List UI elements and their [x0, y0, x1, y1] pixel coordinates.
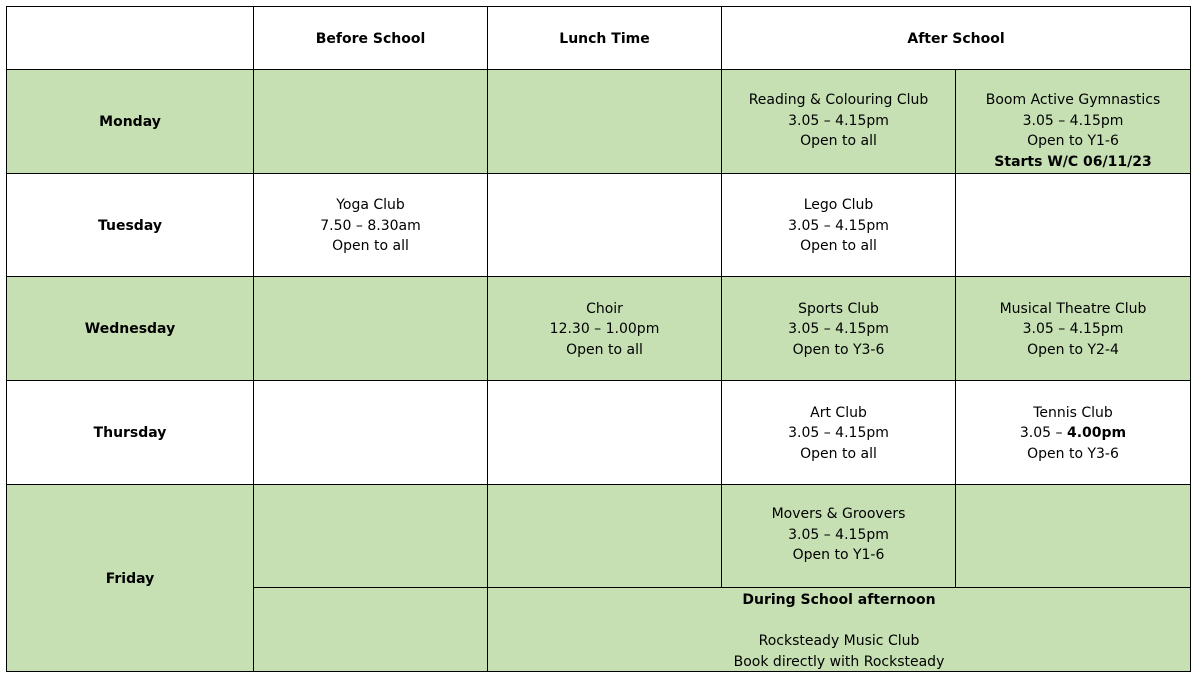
tuesday-after-school-1 — [722, 174, 955, 276]
friday-before-school — [254, 485, 487, 587]
monday-after-school-2 — [956, 70, 1190, 173]
border-col-3 — [721, 6, 722, 588]
border-left — [6, 6, 7, 672]
club-time: 3.05 – 4.15pm — [788, 321, 889, 338]
club-time: 3.05 – 4.15pm — [788, 425, 889, 442]
day-label-thursday: Thursday — [7, 381, 253, 484]
club-name: Boom Active Gymnastics — [985, 92, 1161, 108]
header-lunch-time: Lunch Time — [488, 7, 721, 69]
club-time: 3.05 – 4.15pm — [788, 112, 889, 129]
day-label-friday: Friday — [7, 485, 253, 671]
wednesday-lunch-time — [488, 277, 721, 380]
header-after-school: After School — [722, 7, 1190, 69]
wednesday-before-school — [254, 277, 487, 380]
border-col-2 — [487, 6, 488, 672]
club-name: Lego Club — [803, 197, 874, 214]
border-top — [6, 6, 1191, 7]
tuesday-lunch-time — [488, 174, 721, 276]
club-open-to: Open to Y1-6 — [1027, 133, 1119, 149]
friday-lunch-time — [488, 485, 721, 587]
border-row-5 — [6, 484, 1191, 485]
club-name: Sports Club — [798, 300, 879, 317]
club-name: Yoga Club — [336, 197, 405, 214]
border-col-1 — [253, 6, 254, 672]
thursday-lunch-time — [488, 381, 721, 484]
club-name: Musical Theatre Club — [999, 300, 1147, 317]
club-open-to: Open to Y2-4 — [1027, 341, 1119, 358]
club-time: 3.05 – 4.15pm — [788, 217, 889, 234]
club-start-note: Starts W/C 06/11/23 — [994, 153, 1152, 170]
tuesday-before-school — [254, 174, 487, 276]
thursday-after-school-1 — [722, 381, 955, 484]
club-open-to: Open to all — [800, 238, 877, 255]
club-name: Movers & Groovers — [771, 506, 906, 522]
header-corner-cell — [7, 7, 253, 69]
border-col-4 — [955, 69, 956, 588]
border-row-1 — [6, 69, 1191, 70]
thursday-after-school-2 — [956, 381, 1190, 484]
spacer-line — [837, 611, 841, 632]
club-name: Rocksteady Music Club — [758, 633, 920, 649]
club-open-to: Open to all — [566, 341, 643, 358]
border-right — [1190, 6, 1191, 672]
monday-before-school — [254, 70, 487, 173]
monday-after-school-1 — [722, 70, 955, 173]
tuesday-after-school-2 — [956, 174, 1190, 276]
friday-after-school-2 — [956, 485, 1190, 587]
club-time: 3.05 – 4.00pm — [1019, 425, 1127, 442]
club-time: 3.05 – 4.15pm — [788, 526, 889, 543]
friday-after-school-1 — [722, 485, 955, 587]
friday-during-school-blank — [254, 588, 487, 671]
club-time: 3.05 – 4.15pm — [1022, 112, 1124, 129]
club-open-to: Open to Y3-6 — [1027, 445, 1119, 462]
border-row-3 — [6, 276, 1191, 277]
monday-lunch-time — [488, 70, 721, 173]
club-open-to: Open to all — [800, 133, 877, 149]
day-label-monday: Monday — [7, 70, 253, 173]
border-row-2 — [6, 173, 1191, 174]
club-name: Tennis Club — [1033, 404, 1113, 421]
border-row-4 — [6, 380, 1191, 381]
club-time: 3.05 – 4.15pm — [1022, 321, 1124, 338]
club-open-to: Open to Y1-6 — [792, 547, 885, 563]
club-name: Choir — [586, 300, 623, 317]
club-name: Reading & Colouring Club — [748, 92, 929, 108]
during-school-heading: During School afternoon — [742, 592, 936, 608]
border-bottom — [6, 671, 1191, 672]
club-time: 12.30 – 1.00pm — [549, 321, 660, 338]
club-time: 7.50 – 8.30am — [320, 217, 421, 234]
border-row-6 — [253, 587, 1191, 588]
thursday-before-school — [254, 381, 487, 484]
day-label-tuesday: Tuesday — [7, 174, 253, 276]
wednesday-after-school-1 — [722, 277, 955, 380]
club-open-to: Open to all — [332, 238, 409, 255]
friday-during-school-afternoon — [488, 588, 1190, 671]
day-label-wednesday: Wednesday — [7, 277, 253, 380]
header-before-school: Before School — [254, 7, 487, 69]
booking-note: Book directly with Rocksteady — [733, 653, 945, 670]
club-name: Art Club — [810, 404, 867, 421]
club-open-to: Open to Y3-6 — [792, 341, 885, 358]
club-open-to: Open to all — [800, 445, 877, 462]
wednesday-after-school-2 — [956, 277, 1190, 380]
